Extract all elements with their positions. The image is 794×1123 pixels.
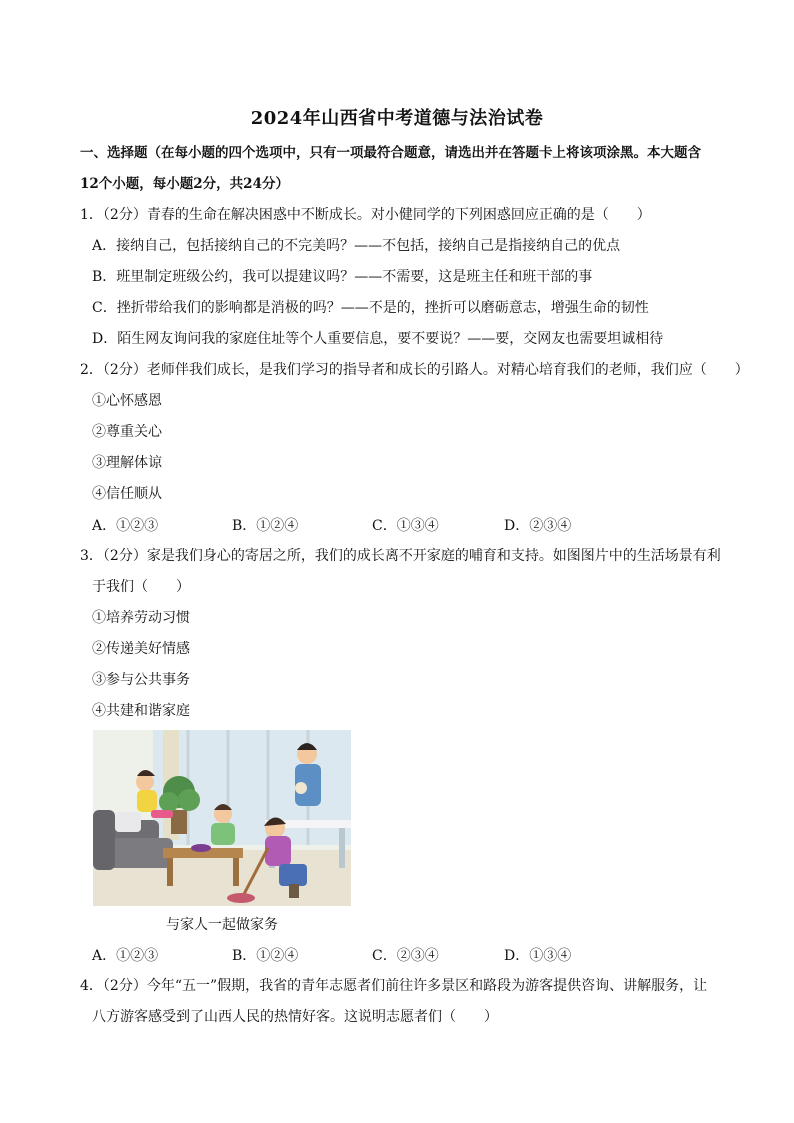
q3-option-d: D．①③④: [504, 948, 572, 964]
q2-option-b: B．①②④: [232, 518, 299, 534]
image-caption: 与家人一起做家务: [166, 917, 278, 933]
q3-stem-line2: 于我们（ ）: [92, 579, 190, 595]
q3-option-a: A．①②③: [92, 948, 159, 964]
q2-option-c: C．①③④: [372, 518, 439, 534]
q1-stem: 1．（2分）青春的生命在解决困惑中不断成长。对小健同学的下列困惑回应正确的是（ ）: [80, 207, 651, 223]
q2-item: ③理解体谅: [92, 455, 162, 471]
q3-item: ③参与公共事务: [92, 672, 190, 688]
q4-stem-line2: 八方游客感受到了山西人民的热情好客。这说明志愿者们（ ）: [92, 1009, 498, 1025]
section-heading-line1: 一、选择题（在每小题的四个选项中，只有一项最符合题意，请选出并在答题卡上将该项涂黑。本大题含: [80, 145, 701, 161]
q1-option-c: C．挫折带给我们的影响都是消极的吗？——不是的，挫折可以磨砺意志，增强生命的韧性: [92, 300, 649, 316]
q2-item: ②尊重关心: [92, 424, 162, 440]
q1-option-a: A．接纳自己，包括接纳自己的不完美吗？——不包括，接纳自己是指接纳自己的优点: [92, 238, 621, 254]
q4-stem-line1: 4．（2分）今年“五一”假期，我省的青年志愿者们前往许多景区和路段为游客提供咨询、讲解服务，让: [80, 978, 708, 994]
q3-option-b: B．①②④: [232, 948, 299, 964]
q1-option-b: B．班里制定班级公约，我可以提建议吗？——不需要，这是班主任和班干部的事: [92, 269, 593, 285]
family-housework-illustration: [93, 730, 351, 906]
q3-stem-line1: 3．（2分）家是我们身心的寄居之所，我们的成长离不开家庭的哺育和支持。如图图片中的生活场景有利: [80, 548, 721, 564]
page-title: 2024年山西省中考道德与法治试卷: [250, 108, 544, 129]
q2-item: ①心怀感恩: [92, 393, 162, 409]
q3-item: ②传递美好情感: [92, 641, 190, 657]
q2-option-d: D．②③④: [504, 518, 572, 534]
q3-options: [92, 945, 571, 965]
q3-item: ①培养劳动习惯: [92, 610, 190, 626]
section-heading-line2: 12个小题，每小题2分，共24分）: [80, 176, 289, 192]
q2-item: ④信任顺从: [92, 486, 162, 502]
q3-item: ④共建和谐家庭: [92, 703, 190, 719]
q2-options: [92, 515, 571, 535]
q2-option-a: A．①②③: [92, 518, 159, 534]
q3-option-c: C．②③④: [372, 948, 439, 964]
q1-option-d: D．陌生网友询问我的家庭住址等个人重要信息，要不要说？——要，交网友也需要坦诚相待: [92, 331, 664, 347]
q2-stem: 2．（2分）老师伴我们成长，是我们学习的指导者和成长的引路人。对精心培育我们的老师，我们应（ ）: [80, 362, 749, 378]
